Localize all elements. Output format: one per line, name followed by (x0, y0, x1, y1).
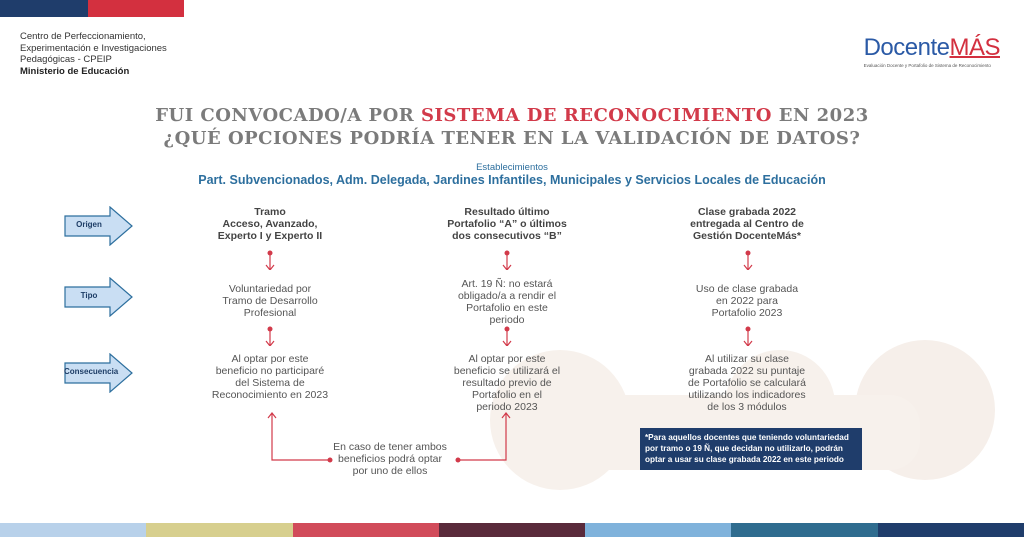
col2-origen (427, 206, 587, 242)
text-line: Uso de clase grabada (695, 283, 799, 295)
down-connector-icon (501, 326, 513, 346)
logo-tagline: Evaluación Docente y Portafolio de Sistema de Reconocimiento (863, 63, 991, 68)
establishments-label: Establecimientos (476, 162, 548, 173)
bottom-bar-segment (878, 523, 1024, 537)
text-line: Tramo de Desarrollo (222, 295, 318, 307)
both-benefits-text (320, 441, 460, 477)
bottom-color-bar (0, 523, 1024, 537)
bottom-bar-segment (293, 523, 439, 537)
down-connector-icon (501, 250, 513, 270)
title-line2: ¿QUÉ OPCIONES PODRÍA TENER EN LA VALIDACIÓN DE DATOS? (163, 128, 861, 149)
down-connector-icon (264, 326, 276, 346)
text-line: del Sistema de (235, 377, 305, 389)
col3-consecuencia (667, 353, 827, 413)
org-line: Experimentación e Investigaciones (20, 42, 167, 54)
bottom-bar-segment (731, 523, 877, 537)
title-line1-post: EN 2023 (771, 105, 869, 126)
col2-tipo (427, 278, 587, 326)
text-line: Experto I y Experto II (217, 230, 323, 242)
row-arrow-origen (64, 206, 134, 246)
row-arrow-tipo (64, 277, 134, 317)
row-arrow-consecuencia (64, 353, 134, 393)
down-connector-icon (742, 326, 754, 346)
text-line: Art. 19 Ñ: no estará (461, 278, 553, 290)
text-line: Al optar por este (231, 353, 309, 365)
text-line: Profesional (243, 307, 297, 319)
text-line: por uno de ellos (352, 465, 428, 477)
logo-word-accent: MÁS (949, 34, 1000, 61)
row-label-consecuencia: Consecuencia (64, 367, 119, 376)
bottom-bar-segment (585, 523, 731, 537)
org-block (20, 31, 167, 77)
text-line: Clase grabada 2022 (697, 206, 797, 218)
col1-origen (190, 206, 350, 242)
title-highlight: SISTEMA DE RECONOCIMIENTO (421, 105, 772, 126)
col3-tipo (667, 283, 827, 319)
text-line: Portafolio “A” o últimos (447, 218, 567, 230)
text-line: beneficio se utilizará el (453, 365, 561, 377)
text-line: periodo (489, 314, 525, 326)
text-line: beneficio no participaré (215, 365, 325, 377)
text-line: resultado previo de (462, 377, 552, 389)
text-line: Resultado último (464, 206, 550, 218)
text-line: periodo 2023 (476, 401, 538, 413)
title-line1-pre: FUI CONVOCADO/A POR (155, 105, 421, 126)
ministry-name: Ministerio de Educación (20, 65, 130, 77)
text-line: dos consecutivos “B” (452, 230, 562, 242)
col1-consecuencia (190, 353, 350, 401)
footnote-box: *Para aquellos docentes que teniendo voluntariedad por tramo o 19 Ñ, que decidan no utilizarlo, podrán optar a usar su clase grabada 2022 en este periodo (640, 428, 862, 470)
down-connector-icon (742, 250, 754, 270)
text-line: de Portafolio se calculará (688, 377, 806, 389)
text-line: entregada al Centro de (690, 218, 804, 230)
row-label-origen: Origen (76, 220, 102, 229)
page-title (0, 104, 1024, 150)
establishments-value: Part. Subvencionados, Adm. Delegada, Jardines Infantiles, Municipales y Servicios Locales de Educación (198, 173, 826, 187)
text-line: Portafolio en este (466, 302, 548, 314)
text-line: en 2022 para (716, 295, 778, 307)
top-color-bar (0, 0, 184, 17)
text-line: de los 3 módulos (707, 401, 787, 413)
text-line: Voluntariedad por (228, 283, 312, 295)
top-bar-red (88, 0, 184, 17)
text-line: beneficios podrá optar (338, 453, 442, 465)
down-connector-icon (264, 250, 276, 270)
text-line: Al utilizar su clase (704, 353, 790, 365)
text-line: utilizando los indicadores (688, 389, 806, 401)
org-line: Pedagógicas - CPEIP (20, 54, 112, 65)
bottom-bar-segment (0, 523, 146, 537)
text-line: Portafolio 2023 (711, 307, 783, 319)
text-line: Tramo (254, 206, 286, 218)
text-line: En caso de tener ambos (333, 441, 447, 453)
text-line: Reconocimiento en 2023 (211, 389, 329, 401)
text-line: Portafolio en el (471, 389, 543, 401)
text-line: Al optar por este (468, 353, 546, 365)
col1-tipo (190, 283, 350, 319)
text-line: Gestión DocenteMás* (693, 230, 801, 242)
docentemas-logo (864, 34, 1000, 68)
bottom-bar-segment (439, 523, 585, 537)
col2-consecuencia (427, 353, 587, 413)
text-line: grabada 2022 su puntaje (688, 365, 806, 377)
col3-origen (667, 206, 827, 242)
row-label-tipo: Tipo (80, 291, 98, 300)
text-line: Acceso, Avanzado, (222, 218, 318, 230)
org-line: Centro de Perfeccionamiento, (20, 31, 146, 42)
logo-word-main: Docente (863, 34, 950, 61)
top-bar-navy (0, 0, 88, 17)
text-line: obligado/a a rendir el (457, 290, 557, 302)
bottom-bar-segment (146, 523, 292, 537)
